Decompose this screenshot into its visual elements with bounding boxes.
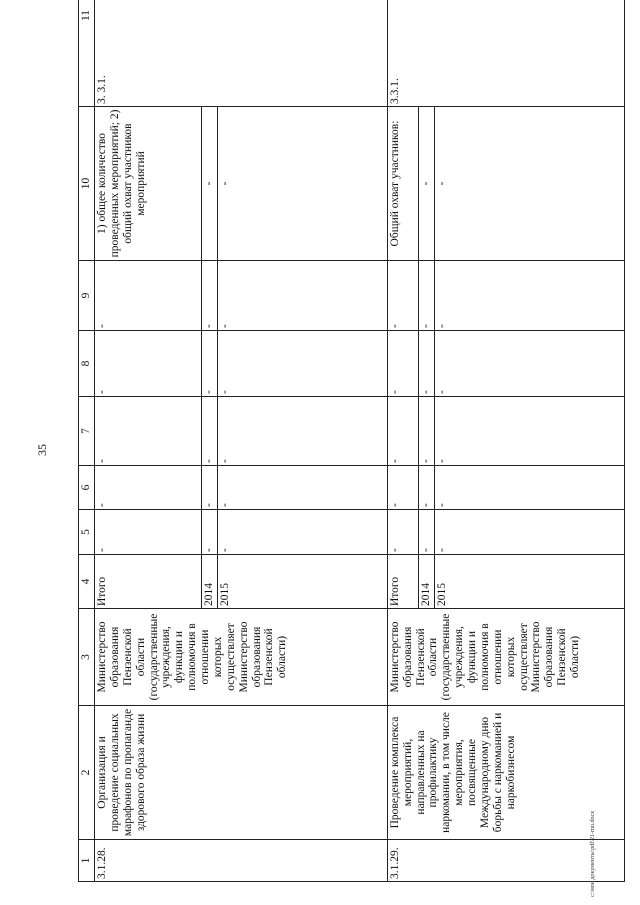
indicator-value: - [435, 107, 625, 261]
value-cell: - [201, 261, 217, 331]
program-table [78, 0, 625, 882]
value-cell: - [217, 397, 387, 466]
value-cell: - [201, 510, 217, 555]
value-cell: - [95, 510, 202, 555]
header-cell: 11 [79, 0, 95, 107]
event-name: Проведение комплекса мероприятий, направленных на профилактику наркомании, в том числе мероприятия, посвященные Международному дню борьбы с наркоманией и наркобизнесом [387, 706, 624, 840]
header-cell: 6 [79, 466, 95, 510]
file-path-footer: c:\мои документы\pdf\21-rnu.docx [590, 810, 596, 897]
header-cell: 10 [79, 107, 95, 261]
value-cell: - [419, 331, 435, 397]
indicator-value: - [217, 107, 387, 261]
value-cell: - [435, 331, 625, 397]
row-number: 3.1.29. [387, 840, 624, 882]
header-cell: 5 [79, 510, 95, 555]
executor: Министерство образования Пензенской области (государственные учреждения, функции и полномочия в отношении которых осуществляет Министерство образования Пензенской области) [95, 609, 388, 706]
reference: 3. 3.1. [95, 0, 388, 107]
value-cell: - [217, 331, 387, 397]
value-cell: - [201, 331, 217, 397]
header-cell: 2 [79, 706, 95, 840]
value-cell: - [387, 510, 418, 555]
value-cell: - [435, 397, 625, 466]
value-cell: - [217, 466, 387, 510]
value-cell: - [95, 331, 202, 397]
year-2014: 2014 [419, 555, 435, 609]
value-cell: - [387, 261, 418, 331]
value-cell: - [419, 261, 435, 331]
value-cell: - [419, 397, 435, 466]
value-cell: - [217, 261, 387, 331]
indicator: 1) общее количество проведенных мероприятий; 2) общий охват участников мероприятий [95, 107, 202, 261]
year-2015: 2015 [435, 555, 625, 609]
header-cell: 3 [79, 609, 95, 706]
value-cell: - [387, 466, 418, 510]
value-cell: - [387, 397, 418, 466]
indicator-value: - [419, 107, 435, 261]
table-row [95, 0, 202, 882]
header-cell: 7 [79, 397, 95, 466]
table-row [387, 0, 418, 882]
value-cell: - [201, 397, 217, 466]
value-cell: - [95, 397, 202, 466]
value-cell: - [435, 510, 625, 555]
value-cell: - [95, 261, 202, 331]
page-number: 35 [35, 444, 49, 456]
indicator: Общий охват участников: [387, 107, 418, 261]
executor: Министерство образования Пензенской области (государственные учреждения, функции и полномочия в отношении которых осуществляет Министерство образования Пензенской области) [387, 609, 624, 706]
period-total: Итого [95, 555, 202, 609]
year-2014: 2014 [201, 555, 217, 609]
header-row [79, 0, 95, 882]
header-cell: 9 [79, 261, 95, 331]
reference: 3.3.1. [387, 0, 624, 107]
header-cell: 8 [79, 331, 95, 397]
value-cell: - [435, 466, 625, 510]
header-cell: 4 [79, 555, 95, 609]
value-cell: - [201, 466, 217, 510]
value-cell: - [95, 466, 202, 510]
value-cell: - [419, 466, 435, 510]
value-cell: - [435, 261, 625, 331]
header-cell: 1 [79, 840, 95, 882]
period-total: Итого [387, 555, 418, 609]
value-cell: - [387, 331, 418, 397]
indicator-value: - [201, 107, 217, 261]
row-number: 3.1.28. [95, 840, 388, 882]
year-2015: 2015 [217, 555, 387, 609]
value-cell: - [419, 510, 435, 555]
event-name: Организация и проведение социальных марафонов по пропаганде здорового образа жизни [95, 706, 388, 840]
value-cell: - [217, 510, 387, 555]
